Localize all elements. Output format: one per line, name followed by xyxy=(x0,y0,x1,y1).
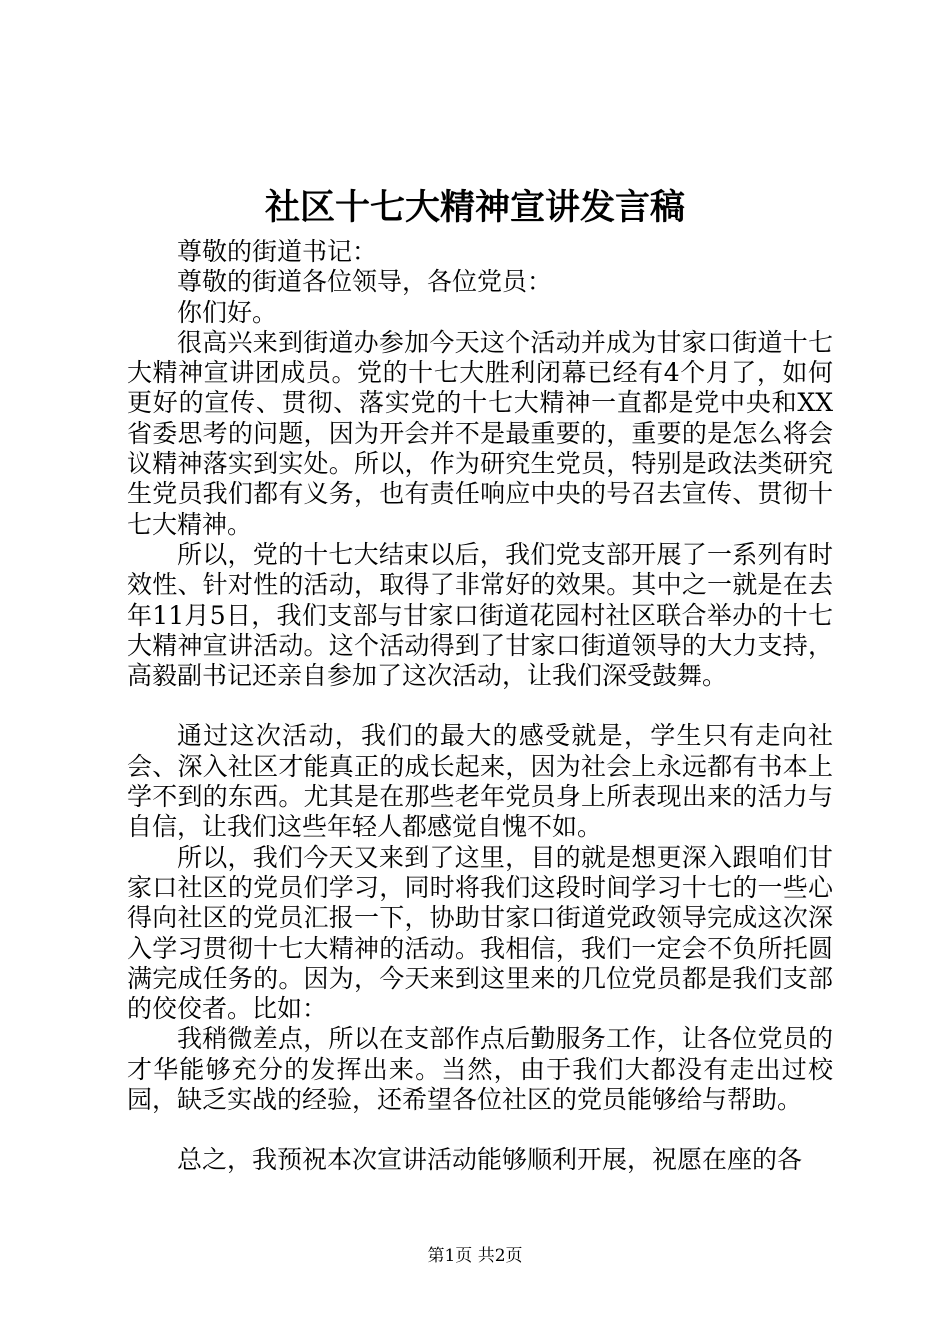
paragraph-feelings: 通过这次活动，我们的最大的感受就是，学生只有走向社会、深入社区才能真正的成长起来，因为社会上永远都有书本上学不到的东西。尤其是在那些老年党员身上所表现出来的活力与自信，让我们这些年轻人都感觉自愧不如。 xyxy=(127,721,833,842)
paragraph-activities: 所以，党的十七大结束以后，我们党支部开展了一系列有时效性、针对性的活动，取得了非常好的效果。其中之一就是在去年11月5日，我们支部与甘家口街道花园村社区联合举办的十七大精神宣讲活动。这个活动得到了甘家口街道领导的大力支持，高毅副书记还亲自参加了这次活动，让我们深受鼓舞。 xyxy=(127,539,833,691)
document-body xyxy=(127,237,833,1176)
salutation-2: 尊敬的街道各位领导，各位党员： xyxy=(177,267,553,297)
paragraph-intro: 很高兴来到街道办参加今天这个活动并成为甘家口街道十七大精神宣讲团成员。党的十七大胜利闭幕已经有4个月了，如何更好的宣传、贯彻、落实党的十七大精神一直都是党中央和XX省委思考的问题，因为开会并不是最重要的，重要的是怎么将会议精神落实到实处。所以，作为研究生党员，特别是政法类研究生党员我们都有义务，也有责任响应中央的号召去宣传、贯彻十七大精神。 xyxy=(127,327,833,539)
greeting: 你们好。 xyxy=(177,297,278,327)
paragraph-purpose: 所以，我们今天又来到了这里，目的就是想更深入跟咱们甘家口社区的党员们学习，同时将我们这段时间学习十七的一些心得向社区的党员汇报一下，协助甘家口街道党政领导完成这次深入学习贯彻十七大精神的活动。我相信，我们一定会不负所托圆满完成任务的。因为，今天来到这里来的几位党员都是我们支部的佼佼者。比如： xyxy=(127,842,833,1024)
document-title: 社区十七大精神宣讲发言稿 xyxy=(264,187,685,228)
salutation-1: 尊敬的街道书记： xyxy=(177,237,378,266)
paragraph-support: 我稍微差点，所以在支部作点后勤服务工作，让各位党员的才华能够充分的发挥出来。当然，由于我们大都没有走出过校园，缺乏实战的经验，还希望各位社区的党员能够给与帮助。 xyxy=(127,1024,833,1115)
page-footer: 第1页 共2页 xyxy=(427,1246,523,1266)
paragraph-conclusion: 总之，我预祝本次宣讲活动能够顺利开展，祝愿在座的各 xyxy=(177,1145,803,1175)
